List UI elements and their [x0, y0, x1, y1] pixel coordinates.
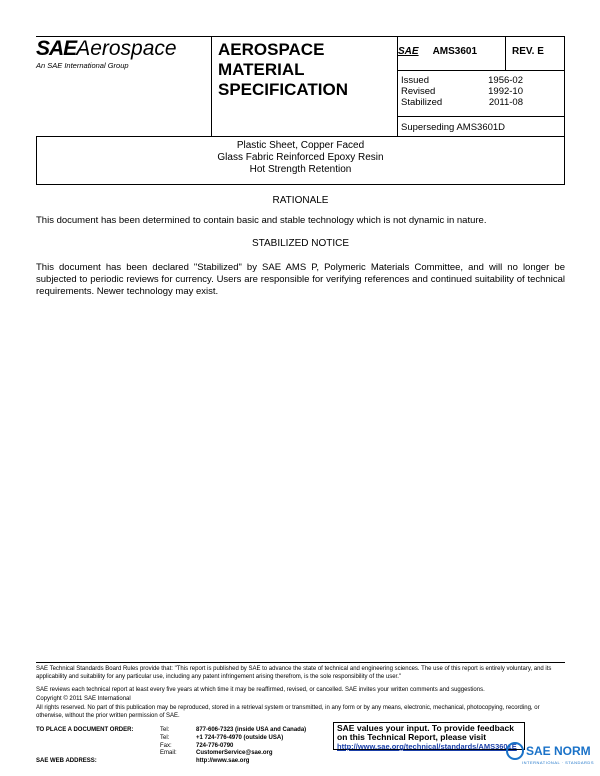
subject-line-1: Plastic Sheet, Copper Faced [236, 140, 365, 151]
contact-key [160, 758, 196, 766]
revision-label: REV. E [512, 46, 544, 57]
stabilized-heading: STABILIZED NOTICE [251, 238, 350, 249]
subject-bottom-rule [36, 184, 565, 185]
date-row-stabilized [401, 97, 523, 108]
contact-row [36, 743, 336, 751]
watermark-text: SAE NORM [526, 744, 591, 758]
contact-label [36, 735, 160, 743]
feedback-link[interactable]: http://www.sae.org/technical/standards/AMS3601E [337, 742, 517, 751]
sae-aerospace-logo [36, 38, 196, 70]
header-rev-rule [397, 70, 565, 71]
rationale-heading: RATIONALE [272, 195, 329, 206]
header-divider-rev [505, 36, 506, 70]
contact-label [36, 750, 160, 758]
header-dates-rule [397, 116, 565, 117]
footer-rights-text: All rights reserved. No part of this publication may be reproduced, stored in a retrieval system or transmitted, in any form or by any means, electronic, mechanical, photocopying, recording, or otherwise, without the prior written permission of SAE. [36, 705, 540, 719]
feedback-line-2: on this Technical Report, please visit [337, 732, 487, 742]
date-label: Stabilized [401, 97, 443, 108]
contact-key: Tel: [160, 734, 170, 741]
doc-number-text: AMS3601 [432, 46, 478, 57]
feedback-line-1: SAE values your input. To provide feedback [337, 723, 514, 733]
footer-rules-text: SAE Technical Standards Board Rules provide that: "This report is published by SAE to advance the state of technical and engineering sciences. The use of this report is entirely voluntary, and its applicability and suitability for any particular use, including any patent infringement arising therefrom, is the sole responsibility of the user." [36, 666, 552, 680]
contact-key: Fax: [160, 742, 172, 749]
footer-review-text: SAE reviews each technical report at least every five years at which time it may be reaffirmed, revised, or cancelled. SAE invites your written comments and suggestions. [36, 687, 485, 693]
stabilized-text: This document has been declared "Stabilized" by SAE AMS P, Polymeric Materials Committee, and will no longer be subjected to periodic reviews for currency. Users are responsible for verifying references and continued suitability of technical requirements. Newer technology may exist. [36, 262, 565, 297]
header-right-border [564, 36, 565, 136]
watermark-logo-icon [506, 742, 524, 760]
contact-row [36, 727, 336, 735]
subject-line-2: Glass Fabric Reinforced Epoxy Resin [217, 152, 384, 163]
subject-line-3: Hot Strength Retention [249, 164, 352, 175]
logo-sae: SAE [36, 37, 77, 60]
contact-label [36, 743, 160, 751]
sae-mark: SAE [398, 46, 419, 57]
contact-value: +1 724-776-4970 (outside USA) [196, 734, 284, 741]
document-subject [36, 140, 565, 176]
logo-subtitle: An SAE International Group [36, 61, 129, 70]
watermark-subtext: INTERNATIONAL · STANDARDS [522, 760, 594, 765]
title-line-3: SPECIFICATION [218, 80, 349, 99]
contact-label: TO PLACE A DOCUMENT ORDER: [36, 727, 134, 733]
date-row-issued [401, 75, 523, 86]
feedback-box [333, 722, 525, 750]
contact-key: Tel: [160, 727, 170, 733]
contact-value: 724-776-0790 [196, 742, 234, 749]
footer-rule [36, 662, 565, 663]
date-row-revised [401, 86, 523, 97]
date-value: 1992-10 [488, 86, 523, 97]
contact-key: Email: [160, 750, 177, 757]
document-dates [401, 75, 523, 108]
date-label: Revised [401, 86, 436, 97]
document-type-title [218, 40, 388, 100]
contact-value: 877-606-7323 (inside USA and Canada) [196, 727, 307, 733]
contact-label: SAE WEB ADDRESS: [36, 758, 97, 765]
web-address-link[interactable]: http://www.sae.org [196, 758, 250, 765]
contact-info [36, 727, 336, 766]
date-label: Issued [401, 75, 429, 86]
contact-row [36, 735, 336, 743]
footer-copyright: Copyright © 2011 SAE International [36, 696, 131, 702]
contact-row [36, 750, 336, 758]
title-line-1: AEROSPACE [218, 40, 325, 59]
logo-aerospace: Aerospace [76, 37, 177, 60]
date-value: 2011-08 [488, 97, 523, 108]
header-bottom-rule [36, 136, 565, 137]
contact-row [36, 758, 336, 766]
header-divider-left [211, 36, 212, 136]
document-number [398, 46, 477, 57]
contact-email-link[interactable]: CustomerService@sae.org [196, 750, 273, 757]
title-line-2: MATERIAL [218, 60, 305, 79]
superseding-note: Superseding AMS3601D [401, 122, 506, 133]
date-value: 1956-02 [488, 75, 523, 86]
rationale-text: This document has been determined to contain basic and stable technology which is not dynamic in nature. [36, 215, 487, 226]
